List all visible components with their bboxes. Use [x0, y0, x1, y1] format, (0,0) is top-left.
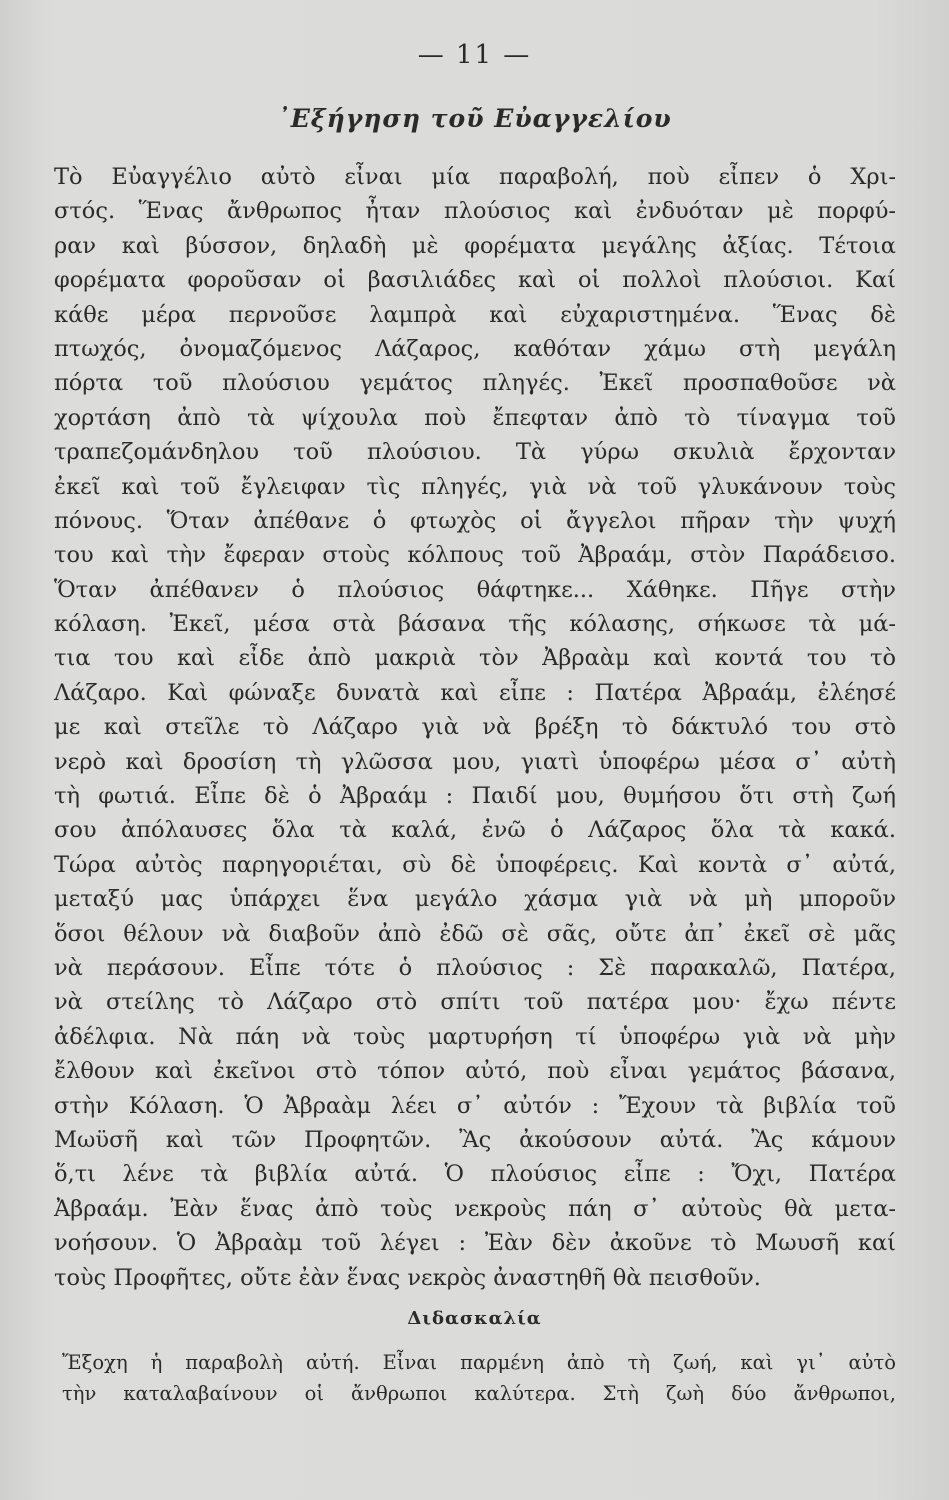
page-number: — 11 —	[417, 40, 532, 70]
text-line: σου ἀπόλαυσες ὅλα τὰ καλά, ἐνῶ ὁ Λάζαρος ὅλα τὰ κακά.	[54, 817, 896, 844]
text-line: Ὅταν ἀπέθανεν ὁ πλούσιος θάφτηκε... Χάθηκε. Πῆγε στὴν	[54, 576, 896, 603]
text-line: στὴν Κόλαση. Ὁ Ἀβραὰμ λέει σ᾿ αὐτόν : Ἔχουν τὰ βιβλία τοῦ	[54, 1092, 896, 1119]
text-line: τὴν καταλαβαίνουν οἱ ἄνθρωποι καλύτερα. Στὴ ζωὴ δύο ἄνθρωποι,	[62, 1382, 896, 1405]
text-line: στός. Ἕνας ἄνθρωπος ἦταν πλούσιος καὶ ἐνδυόταν μὲ πορφύ-	[54, 198, 896, 225]
text-line: του καὶ τὴν ἔφεραν στοὺς κόλπους τοῦ Ἀβραάμ, στὸν Παράδεισο.	[54, 542, 896, 569]
text-line: νὰ στείλης τὸ Λάζαρο στὸ σπίτι τοῦ πατέρα μου· ἔχω πέντε	[54, 989, 896, 1016]
text-line: νερὸ καὶ δροσίση τὴ γλῶσσα μου, γιατὶ ὑποφέρω μέσα σ᾿ αὐτὴ	[54, 748, 896, 775]
text-line: ὅ,τι λένε τὰ βιβλία αὐτά. Ὁ πλούσιος εἶπε : Ὄχι, Πατέρα	[54, 1161, 896, 1188]
text-line: χορτάση ἀπὸ τὰ ψίχουλα ποὺ ἔπεφταν ἀπὸ τὸ τίναγμα τοῦ	[54, 404, 896, 431]
teaching-text	[62, 1347, 896, 1409]
text-line: Ἔξοχη ἡ παραβολὴ αὐτή. Εἶναι παρμένη ἀπὸ τὴ ζωή, καὶ γι᾿ αὐτὸ	[62, 1351, 896, 1374]
text-line: τοὺς Προφῆτες, οὔτε ἐὰν ἕνας νεκρὸς ἀναστηθῆ θὰ πεισθοῦν.	[54, 1264, 761, 1291]
gospel-explanation-text	[54, 160, 896, 1295]
text-line: μεταξύ μας ὑπάρχει ἕνα μεγάλο χάσμα γιὰ νὰ μὴ μποροῦν	[54, 886, 896, 913]
text-line: πόνους. Ὅταν ἀπέθανε ὁ φτωχὸς οἱ ἄγγελοι πῆραν τὴν ψυχή	[54, 507, 896, 534]
text-line: κάθε μέρα περνοῦσε λαμπρὰ καὶ εὐχαριστημένα. Ἕνας δὲ	[54, 301, 896, 328]
text-line: ἐκεῖ καὶ τοῦ ἔγλειφαν τὶς πληγές, γιὰ νὰ τοῦ γλυκάνουν τοὺς	[54, 473, 896, 500]
text-line: πόρτα τοῦ πλούσιου γεμάτος πληγές. Ἐκεῖ προσπαθοῦσε νὰ	[54, 370, 896, 397]
text-line: Τώρα αὐτὸς παρηγοριέται, σὺ δὲ ὑποφέρεις. Καὶ κοντὰ σ᾿ αὐτά,	[54, 851, 896, 878]
text-line: νὰ περάσουν. Εἶπε τότε ὁ πλούσιος : Σὲ παρακαλῶ, Πατέρα,	[54, 954, 896, 981]
text-line: ἔλθουν καὶ ἐκεῖνοι στὸ τόπον αὐτό, ποὺ εἶναι γεμάτος βάσανα,	[54, 1058, 896, 1085]
text-line: Λάζαρο. Καὶ φώναξε δυνατὰ καὶ εἶπε : Πατέρα Ἀβραάμ, ἐλέησέ	[54, 679, 896, 706]
text-line: Μωϋσῆ καὶ τῶν Προφητῶν. Ἂς ἀκούσουν αὐτά. Ἂς κάμουν	[54, 1126, 896, 1153]
page-title: ᾿Εξήγηση τοῦ Εὐαγγελίου	[277, 104, 672, 133]
text-line: πτωχός, ὀνομαζόμενος Λάζαρος, καθόταν χάμω στὴ μεγάλη	[54, 335, 896, 362]
text-line: κόλαση. Ἐκεῖ, μέσα στὰ βάσανα τῆς κόλασης, σήκωσε τὰ μά-	[54, 611, 896, 638]
text-line: τια του καὶ εἶδε ἀπὸ μακριὰ τὸν Ἀβραὰμ καὶ κοντά του τὸ	[54, 645, 896, 672]
text-line: Τὸ Εὐαγγέλιο αὐτὸ εἶναι μία παραβολή, ποὺ εἶπεν ὁ Χρι-	[54, 164, 896, 190]
text-line: τραπεζομάνδηλου τοῦ πλούσιου. Τὰ γύρω σκυλιὰ ἔρχονταν	[54, 439, 896, 466]
text-line: ραν καὶ βύσσον, δηλαδὴ μὲ φορέματα μεγάλης ἀξίας. Τέτοια	[54, 232, 896, 259]
text-line: με καὶ στεῖλε τὸ Λάζαρο γιὰ νὰ βρέξη τὸ δάκτυλό του στὸ	[54, 714, 896, 741]
text-line: φορέματα φοροῦσαν οἱ βασιλιάδες καὶ οἱ πολλοὶ πλούσιοι. Καί	[54, 267, 896, 294]
text-line: νοήσουν. Ὁ Ἀβραὰμ τοῦ λέγει : Ἐὰν δὲν ἀκοῦνε τὸ Μωυσῆ καί	[54, 1230, 896, 1257]
section-heading: Διδασκαλία	[407, 1308, 542, 1329]
text-line: ὅσοι θέλουν νὰ διαβοῦν ἀπὸ ἐδῶ σὲ σᾶς, οὔτε ἀπ᾿ ἐκεῖ σὲ μᾶς	[54, 920, 896, 947]
text-line: ἀδέλφια. Νὰ πάη νὰ τοὺς μαρτυρήση τί ὑποφέρω γιὰ νὰ μὴν	[54, 1023, 896, 1050]
text-line: Ἀβραάμ. Ἐὰν ἕνας ἀπὸ τοὺς νεκροὺς πάη σ᾿ αὐτοὺς θὰ μετα-	[54, 1195, 896, 1222]
text-line: τὴ φωτιά. Εἶπε δὲ ὁ Ἀβραάμ : Παιδί μου, θυμήσου ὅτι στὴ ζωή	[54, 783, 896, 810]
